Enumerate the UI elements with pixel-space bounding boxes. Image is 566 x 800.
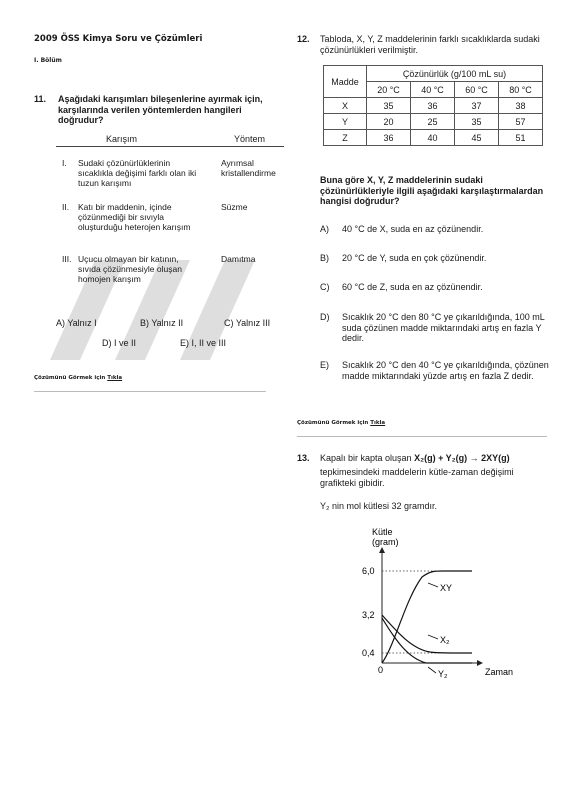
y-axis-label-line1: Kütle <box>372 527 393 537</box>
row-label: Y <box>324 114 367 130</box>
y-tick-label: 6,0 <box>362 566 375 576</box>
series-xy-line <box>382 571 472 663</box>
choice-c: C) Yalnız III <box>224 318 271 328</box>
series-y2-line <box>382 618 472 663</box>
row-method: Süzme <box>221 202 248 212</box>
document-title: 2009 ÖSS Kimya Soru ve Çözümleri <box>34 34 203 44</box>
section-label: I. Bölüm <box>34 57 62 64</box>
table-cell: 40 <box>411 130 455 146</box>
option-letter: D) <box>320 312 330 322</box>
y-tick-label: 0,4 <box>362 648 375 658</box>
table-cell: 20 <box>367 114 411 130</box>
question-number: 11. <box>34 94 47 104</box>
temp-header: 20 °C <box>367 82 411 98</box>
solution-link-q12[interactable] <box>297 420 385 426</box>
column-header-method: Yöntem <box>234 134 266 144</box>
mass-time-chart <box>350 525 520 685</box>
question-text: Tabloda, X, Y, Z maddelerinin farklı sıcaklıklarda sudaki çözünürlükleri verilmiştir. <box>320 34 540 55</box>
table-cell: 25 <box>411 114 455 130</box>
table-row <box>324 114 543 130</box>
option-letter: E) <box>320 360 329 370</box>
row-mixture: Katı bir maddenin, içinde çözünmediği bir sıvıyla oluşturduğu heterojen karışım <box>78 202 191 232</box>
y-axis-label-line2: (gram) <box>372 537 399 547</box>
text-before: Kapalı bir kapta oluşan <box>320 453 412 463</box>
table-row <box>324 130 543 146</box>
option-c <box>320 282 552 294</box>
choice-d: D) I ve II <box>102 338 137 348</box>
question-number: 12. <box>297 34 310 44</box>
header-rule <box>56 146 284 147</box>
table-cell: 51 <box>499 130 543 146</box>
option-a <box>320 224 552 236</box>
temp-header: 40 °C <box>411 82 455 98</box>
series-label-xy: XY <box>440 583 453 593</box>
table-cell: 36 <box>411 98 455 114</box>
option-text: Sıcaklık 20 °C den 80 °C ye çıkarıldığında, 100 mL suda çözünen madde miktarındaki artış en fazla Y dedir. <box>342 312 545 343</box>
table-cell: 36 <box>367 130 411 146</box>
option-text: 40 °C de X, suda en az çözünendir. <box>342 224 484 234</box>
x-axis-arrow <box>477 660 483 666</box>
row-label: X <box>324 98 367 114</box>
table-cell: 45 <box>455 130 499 146</box>
question-12-prompt: Buna göre X, Y, Z maddelerinin sudaki çözünürlükleriyle ilgili aşağıdaki karşılaştırmalardan hangisi doğrudur? <box>320 175 544 206</box>
option-d <box>320 312 552 346</box>
row-number: II. <box>62 202 70 212</box>
temp-header: 60 °C <box>455 82 499 98</box>
choice-b: B) Yalnız II <box>140 318 184 328</box>
series-label-x2: X₂ <box>440 635 450 645</box>
x-tick-label: 0 <box>378 665 384 675</box>
question-text-intro <box>320 453 548 464</box>
divider <box>34 391 266 392</box>
table-cell: 38 <box>499 98 543 114</box>
question-text: Aşağıdaki karışımları bileşenlerine ayırmak için, karşılarında verilen yöntemlerden hangileri doğrudur? <box>58 94 263 125</box>
divider <box>297 436 547 437</box>
choice-a: A) Yalnız I <box>56 318 97 328</box>
row-number: III. <box>62 254 72 264</box>
option-letter: B) <box>320 253 329 263</box>
y-tick-label: 3,2 <box>362 610 375 620</box>
x2-label-leader <box>428 635 438 639</box>
row-mixture: Uçucu olmayan bir katının, sıvıda çözünmesiyle oluşan homojen karışım <box>78 254 182 284</box>
table-cell: 35 <box>455 114 499 130</box>
solution-link[interactable]: Tıkla <box>107 375 123 381</box>
solution-link-q11[interactable] <box>34 375 122 381</box>
question-number: 13. <box>297 453 310 463</box>
option-letter: C) <box>320 282 330 292</box>
row-mixture: Sudaki çözünürlüklerinin sıcaklıkla değişimi farklı olan iki tuzun karışımı <box>78 158 197 188</box>
table-header-solubility: Çözünürlük (g/100 mL su) <box>367 66 543 82</box>
series-label-y2: Y₂ <box>438 669 448 679</box>
option-text: 60 °C de Z, suda en az çözünendir. <box>342 282 483 292</box>
column-header-mixture: Karışım <box>106 134 138 144</box>
reaction-equation: X₂(g) + Y₂(g) → 2XY(g) <box>414 453 510 463</box>
solubility-table <box>323 65 543 146</box>
temp-header: 80 °C <box>499 82 543 98</box>
option-letter: A) <box>320 224 329 234</box>
table-row <box>324 98 543 114</box>
solution-prefix: Çözümünü Görmek için <box>34 375 106 381</box>
question-note: Y₂ nin mol kütlesi 32 gramdır. <box>320 501 438 511</box>
x-axis-label: Zaman <box>485 667 514 677</box>
option-e <box>320 360 552 394</box>
row-number: I. <box>62 158 67 168</box>
option-text: 20 °C de Y, suda en çok çözünendir. <box>342 253 487 263</box>
table-cell: 57 <box>499 114 543 130</box>
table-header-madde: Madde <box>324 66 367 98</box>
y2-label-leader <box>428 667 436 673</box>
solution-prefix: Çözümünü Görmek için <box>297 420 369 426</box>
option-text: Sıcaklık 20 °C den 40 °C ye çıkarıldığında, çözünen madde miktarındaki yüzde artış en fazla Z dedir. <box>342 360 549 381</box>
question-text-rest: tepkimesindeki maddelerin kütle-zaman değişimi grafikteki gibidir. <box>320 467 514 488</box>
y-axis-arrow <box>379 547 385 553</box>
choice-e: E) I, II ve III <box>180 338 227 348</box>
table-cell: 37 <box>455 98 499 114</box>
solution-link[interactable]: Tıkla <box>370 420 386 426</box>
xy-label-leader <box>428 583 438 587</box>
row-label: Z <box>324 130 367 146</box>
option-b <box>320 253 552 265</box>
row-method: Damıtma <box>221 254 256 264</box>
row-method: Ayrımsal kristallendirme <box>221 158 276 178</box>
table-cell: 35 <box>367 98 411 114</box>
